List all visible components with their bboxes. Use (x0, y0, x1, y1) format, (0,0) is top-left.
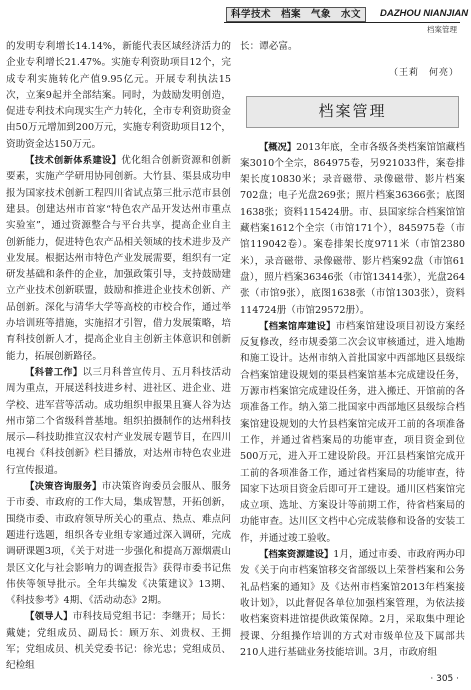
body-leaders: 市科技局党组书记：李继开；局长：戴婕；党组成员、副局长：顾万东、刘贵权、王拥军；党组成员、机关党委书记：徐光忠；党组成员、纪检组 (6, 611, 231, 672)
left-column (6, 39, 231, 675)
paragraph-archive-resources (240, 547, 465, 661)
intro-paragraph: 的发明专利增长14.14%，新能代表区域经济活力的企业专利增长21.47%。实施专利资助项目12个，完成专利实施转化产值9.95亿元。开展专利执法15次，立案9起并全部结案。同时，为鼓励发明创造，促进专利技术向现实生产力转化，全市专利资助资金由50万元增加到200万元，实施专利资助项目12个，资助资金达150万元。 (6, 41, 232, 150)
heading-science-popularization: 【科普工作】 (25, 366, 83, 378)
heading-archive-building: 【档案馆库建设】 (259, 320, 336, 332)
body-decision-consulting: 市决策咨询委员会服从、服务于市委、市政府的工作大局，集成智慧，开拓创新，围绕市委、市政府领导所关心的重点、热点、难点问题进行选题，组织各专业组专家通过深入调研，完成调研课题3项，《关于对进一步强化和提高万源烟震山景区文化与社会影响力的调查报告》获得市委书记焦伟侠等领导批示。全年共编发《决策建议》13期、《科技参考》4期、《活动动态》2期。 (6, 481, 232, 607)
carryover-text: 长：谭必富。 (240, 41, 298, 52)
body-science-popularization: 以三月科普宣传月、五月科技活动周为重点，开展送科技进乡村、进社区、进企业、进学校、进军营等活动。成功组织申报果且赛人谷为达州市第二个省级科普基地。组织拍摄制作的达州科技展示—科技助推宣汉农村产业发展专题节目，在四川电视台《科技创新》栏目播放，对达州市特色农业进行宣传报道。 (6, 366, 232, 476)
author-credit: （王莉 何亮） (388, 68, 459, 79)
section-banner (246, 96, 459, 128)
paragraph-archive-building (240, 319, 465, 547)
paragraph-decision-consulting (6, 479, 231, 609)
paragraph-overview (240, 140, 465, 319)
paragraph-tech-innovation (6, 153, 231, 365)
body-tech-innovation: 优化组合创新资源和创新要素，实施产学研用协同创新。大竹县、渠县成功申报为国家技术创新工程四川省试点第三批示范市县创建县。创建达州市首家“特色农产品开发达州市重点实验室”，通过资源整合与平台共享，提高企业自主创新能力，促进特色农产品相关领域的技术进步及产业发展。根据达州市特色产业发展需要，组织有一定研发基础和条件的企业，加强政策引导，支持鼓励建立产业技术创新联盟，鼓励和推进企业技术创新、产品创新。深化与清华大学等高校的市校合作，通过举办培训班等措施，实施招才引智，借力发展策略，培育科技创新人才，提高企业自主创新主体意识和创新能力，拓展创新路径。 (6, 155, 231, 362)
running-header-categories: 科学技术 档案 气象 水文 (226, 7, 366, 22)
paragraph-science-popularization (6, 365, 231, 479)
body-archive-building: 市档案馆建设项目初设方案经反复修改，经市规委第二次会议审核通过，进入地勘和施工设计。达州市纳入首批国家中西部地区县级综合档案馆建设规划的渠县档案馆基本完成建设任务，万源市档案馆完成建设任务，进入搬迁、开馆前的各项准备工作。纳入第二批国家中西部地区县级综合档案馆建设规划的大竹县档案馆完成开工前的各项准备工作，并通过省档案局的功能审查，项目资金到位500万元，进入开工建设阶段。开江县档案馆完成开工前的各项准备工作，通过省档案局的功能审查，待国家下达项目资金后即可开工建设。通川区档案馆完成立项、选址、方案设计等前期工作，待省档案局的功能审查。达川区文档中心完成装修和设备的安装工作，并通过竣工验收。 (240, 320, 466, 544)
section-banner-title: 档案管理 (318, 102, 387, 121)
heading-overview: 【概况】 (259, 141, 297, 153)
heading-leaders: 【领导人】 (25, 611, 73, 623)
paragraph-leaders (6, 609, 231, 674)
body-overview: 2013年底，全市各级各类档案馆馆藏档案3010个全宗，864975卷，另921033件，案卷排架长度10830米；录音磁带、录像磁带、影片档案702盘；电子光盘269张；照片档案36366张；底图1638张；资料115424册。市、县国家综合档案馆馆藏档案1612个全宗（市馆171个），845975卷（市馆119042卷）。案卷排架长度9711米（市馆2380米），录音磁带、录像磁带、影片档案92盘（市馆61盘），照片档案36346张（市馆13414张），光盘264张（市馆9张），底图1638张（市馆1303张），资料114724册（市馆29572册）。 (240, 141, 465, 316)
page-number: · 305 · (430, 674, 459, 684)
body-archive-resources: 1月，通过市委、市政府两办印发《关于向市档案馆移交省部级以上荣誉档案和公务礼品档案的通知》及《达州市档案馆2013年档案接收计划》，以此督促各单位加强档案管理，为依法接收档案资料进馆提供政策保障。2月，采取集中理论授课、分组操作培训的方式对市级单位及下属部共210人进行基础业务技能培训。3月，市政府组 (240, 549, 466, 658)
journal-title: DAZHOU NIANJIAN (380, 8, 469, 19)
heading-decision-consulting: 【决策咨询服务】 (25, 481, 102, 493)
heading-tech-innovation: 【技术创新体系建设】 (25, 155, 122, 167)
right-column (240, 39, 465, 661)
heading-archive-resources: 【档案资源建设】 (259, 549, 334, 561)
section-label: 档案管理 (427, 25, 457, 34)
